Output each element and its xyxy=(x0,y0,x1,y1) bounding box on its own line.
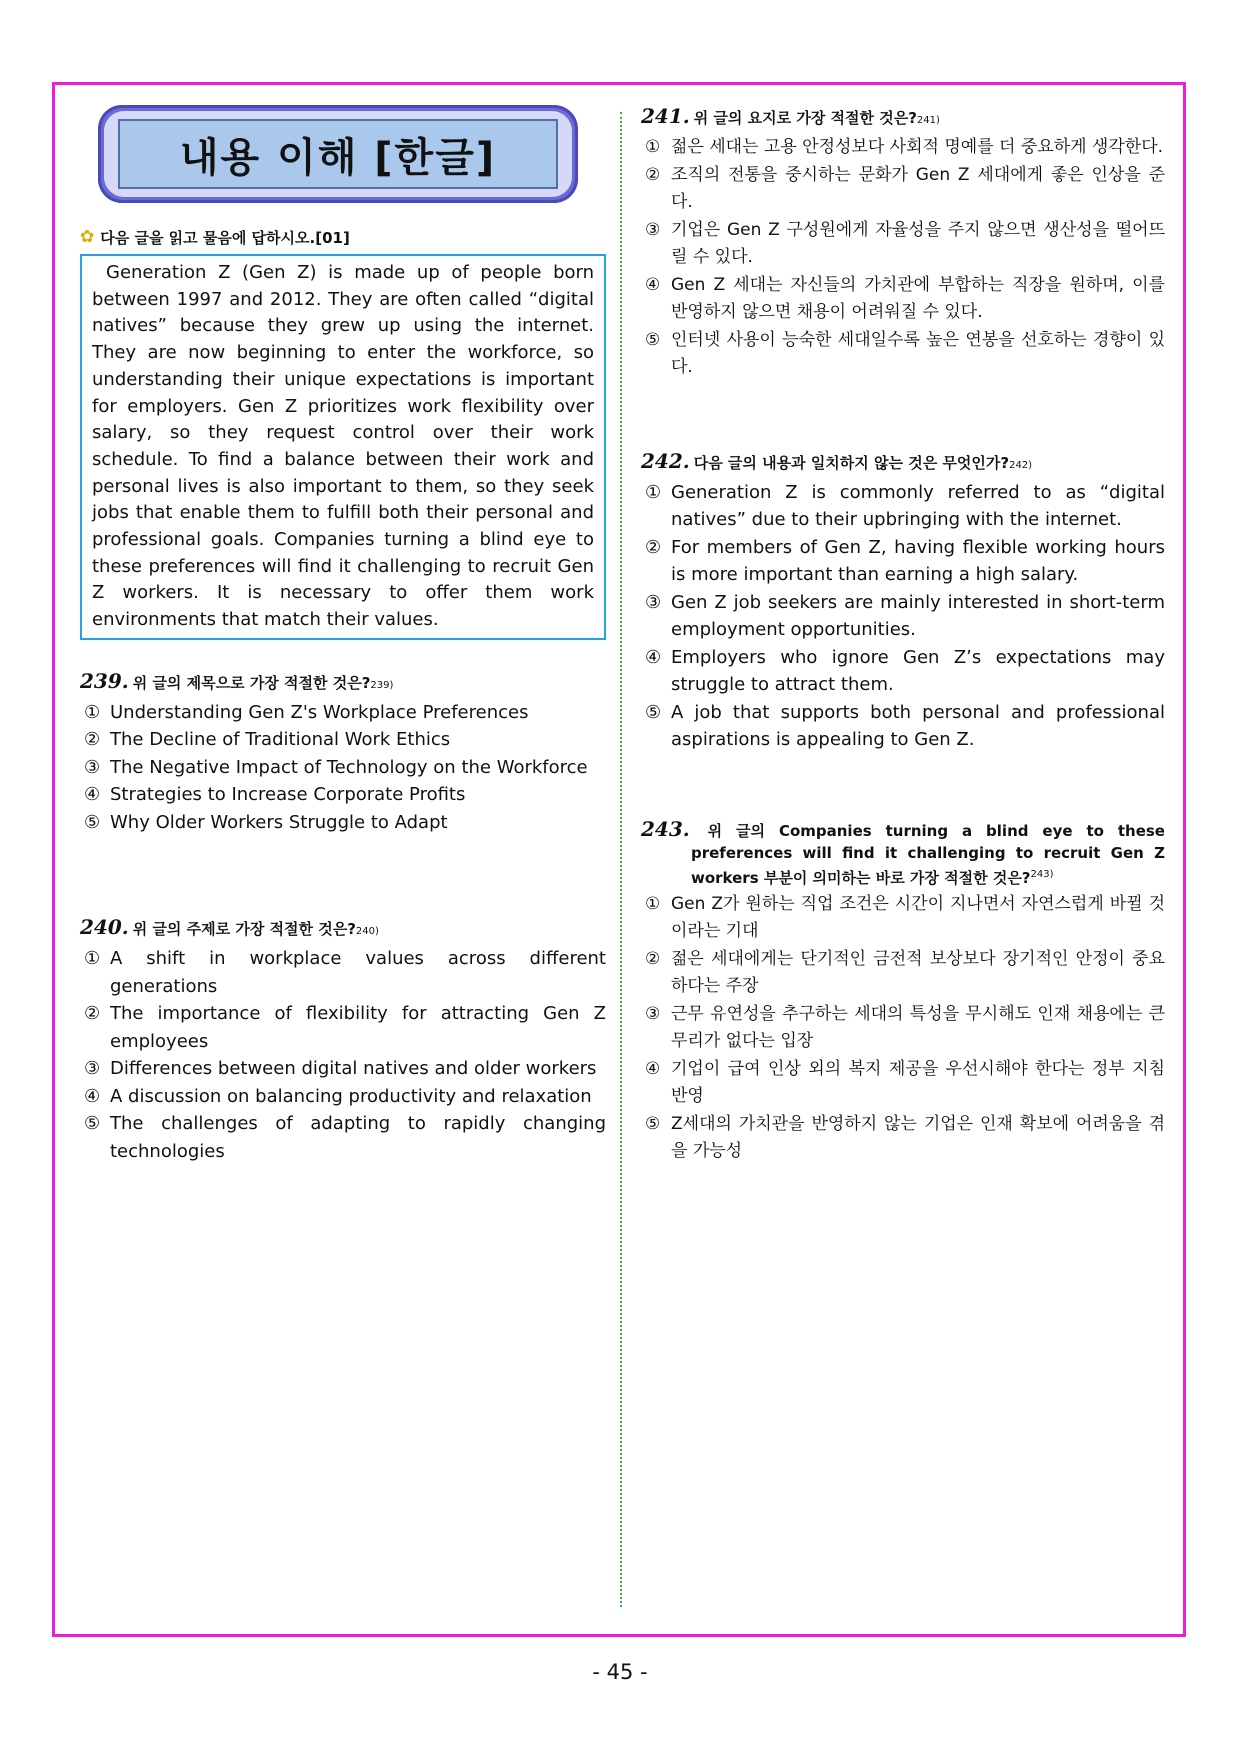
page-number: - 45 - xyxy=(592,1660,648,1684)
footnote-ref: 239) xyxy=(370,679,394,691)
option[interactable]: ③ Differences between digital natives and older workers xyxy=(84,1058,597,1080)
question-number: 240. xyxy=(80,915,129,940)
question-text: 위 글의 주제로 가장 적절한 것은? xyxy=(132,920,356,939)
footnote-ref: 243) xyxy=(1030,868,1054,880)
instruction xyxy=(80,227,606,248)
question-text: 위 글의 요지로 가장 적절한 것은? xyxy=(693,109,917,127)
option-list xyxy=(641,891,1165,1166)
option[interactable]: ② For members of Gen Z, having flexible working hours is more important than earning a high salary. xyxy=(645,536,1165,585)
option-list xyxy=(641,479,1165,754)
question-number: 243. xyxy=(641,816,690,841)
reading-passage: Generation Z (Gen Z) is made up of people born between 1997 and 2012. They are often called “digital natives” because they grew up using the internet. They are now beginning to enter the workforce, so understanding their unique expectations is important for employers. Gen Z prioritizes work flexibility over salary, so they request control over their work schedule. To find a balance between their work and personal lives is also important to them, so they seek jobs that enable them to fulfill both their personal and professional goals. Companies turning a blind eye to these preferences will find it challenging to recruit Gen Z workers. It is necessary to offer them work environments that match their values. xyxy=(80,254,606,640)
option[interactable]: ② 조직의 전통을 중시하는 문화가 Gen Z 세대에게 좋은 인상을 준다. xyxy=(645,164,1165,212)
option[interactable]: ③ Gen Z job seekers are mainly interested in short-term employment opportunities. xyxy=(645,591,1165,640)
left-column xyxy=(80,105,606,1165)
option[interactable]: ① 젊은 세대는 고용 안정성보다 사회적 명예를 더 중요하게 생각한다. xyxy=(645,137,1164,157)
question-number: 239. xyxy=(80,668,129,693)
option[interactable]: ① A shift in workplace values across different generations xyxy=(84,948,606,997)
option-list xyxy=(80,699,606,837)
question-240 xyxy=(80,916,606,1165)
question-241 xyxy=(641,105,1165,382)
option[interactable]: ⑤ 인터넷 사용이 능숙한 세대일수록 높은 연봉을 선호하는 경향이 있다. xyxy=(645,329,1165,377)
option[interactable]: ③ 근무 유연성을 추구하는 세대의 특성을 무시해도 인재 채용에는 큰 무리가 없다는 입장 xyxy=(645,1003,1165,1051)
section-title-banner xyxy=(98,105,578,203)
footnote-ref: 242) xyxy=(1009,459,1033,471)
option[interactable]: ⑤ A job that supports both personal and professional aspirations is appealing to Gen Z. xyxy=(645,701,1165,750)
option[interactable]: ③ The Negative Impact of Technology on the Workforce xyxy=(84,756,588,778)
option[interactable]: ① Generation Z is commonly referred to as “digital natives” due to their upbringing with the internet. xyxy=(645,481,1165,530)
question-239 xyxy=(80,670,606,837)
option[interactable]: ⑤ Z세대의 가치관을 반영하지 않는 기업은 인재 확보에 어려움을 겪을 가능성 xyxy=(645,1113,1165,1161)
question-243 xyxy=(641,818,1165,1166)
column-divider xyxy=(620,112,622,1607)
section-title: 내용 이해 [한글] xyxy=(118,119,558,189)
option[interactable]: ④ A discussion on balancing productivity and relaxation xyxy=(84,1085,592,1107)
question-text: 위 글의 Companies turning a blind eye to these preferences will find it challenging to recruit Gen Z workers 부분이 의미하는 바로 가장 적절한 것은? xyxy=(691,821,1165,887)
question-number: 241. xyxy=(641,104,690,128)
option[interactable]: ④ Gen Z 세대는 자신들의 가치관에 부합하는 직장을 원하며, 이를 반영하지 않으면 채용이 어려워질 수 있다. xyxy=(645,274,1165,322)
footnote-ref: 240) xyxy=(355,926,379,938)
option[interactable]: ⑤ The challenges of adapting to rapidly changing technologies xyxy=(84,1113,606,1162)
option-list xyxy=(641,134,1165,382)
flower-bullet-icon: ✿ xyxy=(80,227,95,247)
option[interactable]: ① Understanding Gen Z's Workplace Preferences xyxy=(84,701,529,723)
footnote-ref: 241) xyxy=(916,115,940,126)
question-text: 위 글의 제목으로 가장 적절한 것은? xyxy=(132,673,371,692)
option[interactable]: ② The Decline of Traditional Work Ethics xyxy=(84,729,451,751)
option[interactable]: ⑤ Why Older Workers Struggle to Adapt xyxy=(84,811,448,833)
option[interactable]: ④ 기업이 급여 인상 외의 복지 제공을 우선시해야 한다는 정부 지침 반영 xyxy=(645,1058,1165,1106)
question-242 xyxy=(641,450,1165,754)
question-number: 242. xyxy=(641,448,690,473)
option-list xyxy=(80,945,606,1165)
option[interactable]: ① Gen Z가 원하는 직업 조건은 시간이 지나면서 자연스럽게 바뀔 것이라는 기대 xyxy=(645,893,1165,941)
option[interactable]: ④ Employers who ignore Gen Z’s expectations may struggle to attract them. xyxy=(645,646,1165,695)
question-text: 다음 글의 내용과 일치하지 않는 것은 무엇인가? xyxy=(693,453,1010,472)
instruction-text: 다음 글을 읽고 물음에 답하시오.[01] xyxy=(100,229,350,247)
right-column xyxy=(641,105,1165,1166)
option[interactable]: ④ Strategies to Increase Corporate Profits xyxy=(84,784,466,806)
option[interactable]: ② The importance of flexibility for attracting Gen Z employees xyxy=(84,1003,606,1052)
option[interactable]: ② 젊은 세대에게는 단기적인 금전적 보상보다 장기적인 안정이 중요하다는 주장 xyxy=(645,948,1165,996)
option[interactable]: ③ 기업은 Gen Z 구성원에게 자율성을 주지 않으면 생산성을 떨어뜨릴 수 있다. xyxy=(645,219,1165,267)
